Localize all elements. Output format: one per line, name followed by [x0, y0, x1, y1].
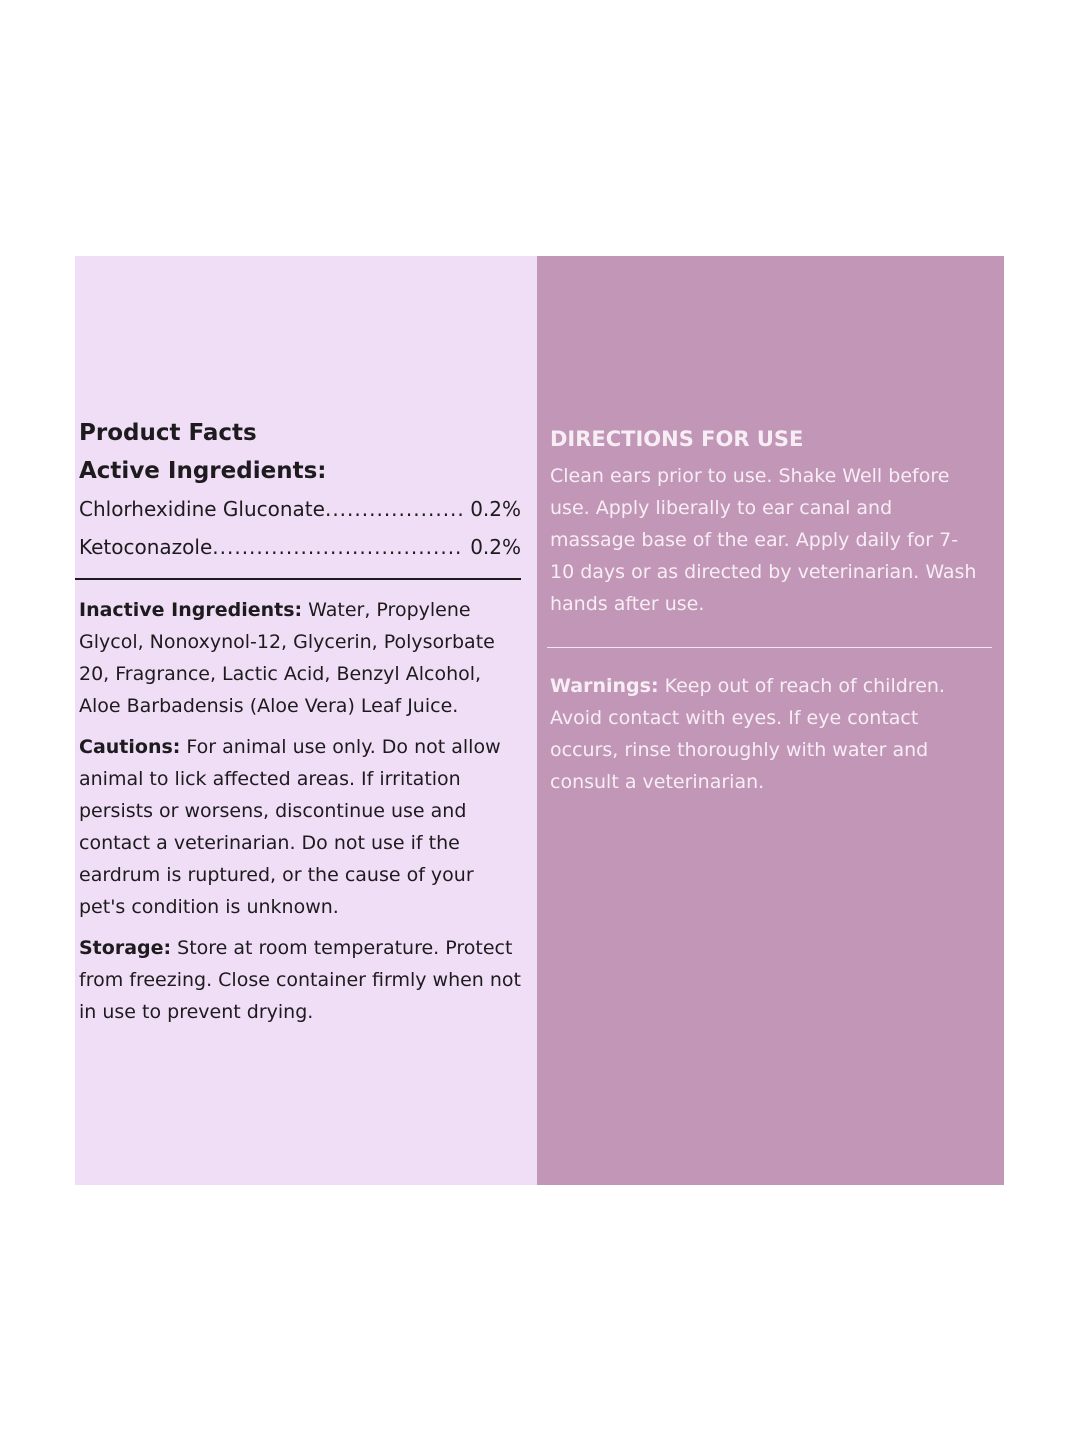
active-ingredients-section [79, 414, 521, 566]
product-facts-panel [75, 256, 537, 1185]
active-ingredients-heading: Active Ingredients: [79, 458, 327, 484]
directions-text: Clean ears prior to use. Shake Well before use. Apply liberally to ear canal and massage base of the ear. Apply daily for 7-10 days or as directed by veterinarian. Wash hands after use. [550, 465, 977, 615]
inactive-ingredients-text: Water, Propylene Glycol, Nonoxynol-12, Glycerin, Polysorbate 20, Fragrance, Lactic Acid, Benzyl Alcohol, Aloe Barbadensis (Aloe Vera) Leaf Juice. [79, 599, 495, 717]
ingredient-concentration: 0.2% [470, 497, 521, 521]
inactive-ingredients-label: Inactive Ingredients: [79, 599, 303, 621]
dot-leader [325, 490, 464, 528]
section-divider [75, 578, 521, 580]
active-ingredient-row [79, 490, 521, 528]
product-details [79, 594, 525, 1037]
directions-title: DIRECTIONS FOR USE [550, 427, 804, 451]
cautions-label: Cautions: [79, 736, 181, 758]
warnings-paragraph [550, 670, 990, 798]
directions-panel [537, 256, 1004, 1185]
product-facts-title: Product Facts [79, 420, 257, 446]
ingredient-concentration: 0.2% [470, 535, 521, 559]
warnings-section [550, 670, 990, 798]
storage-paragraph [79, 932, 525, 1028]
storage-text: Store at room temperature. Protect from freezing. Close container firmly when not in use to prevent drying. [79, 937, 522, 1023]
section-divider [547, 647, 992, 648]
dot-leader [212, 528, 464, 566]
cautions-text: For animal use only. Do not allow animal to lick affected areas. If irritation persists or worsens, discontinue use and contact a veterinarian. Do not use if the eardrum is ruptured, or the cause of your pet's condition is unknown. [79, 736, 501, 918]
storage-label: Storage: [79, 937, 172, 959]
warnings-text: Keep out of reach of children. Avoid contact with eyes. If eye contact occurs, rinse thoroughly with water and consult a veterinarian. [550, 675, 945, 793]
warnings-label: Warnings: [550, 675, 659, 697]
cautions-paragraph [79, 731, 525, 923]
directions-section [550, 421, 980, 620]
ingredient-name: Chlorhexidine Gluconate [79, 497, 325, 521]
inactive-ingredients-paragraph [79, 594, 525, 722]
active-ingredient-row [79, 528, 521, 566]
ingredient-name: Ketoconazole [79, 535, 213, 559]
